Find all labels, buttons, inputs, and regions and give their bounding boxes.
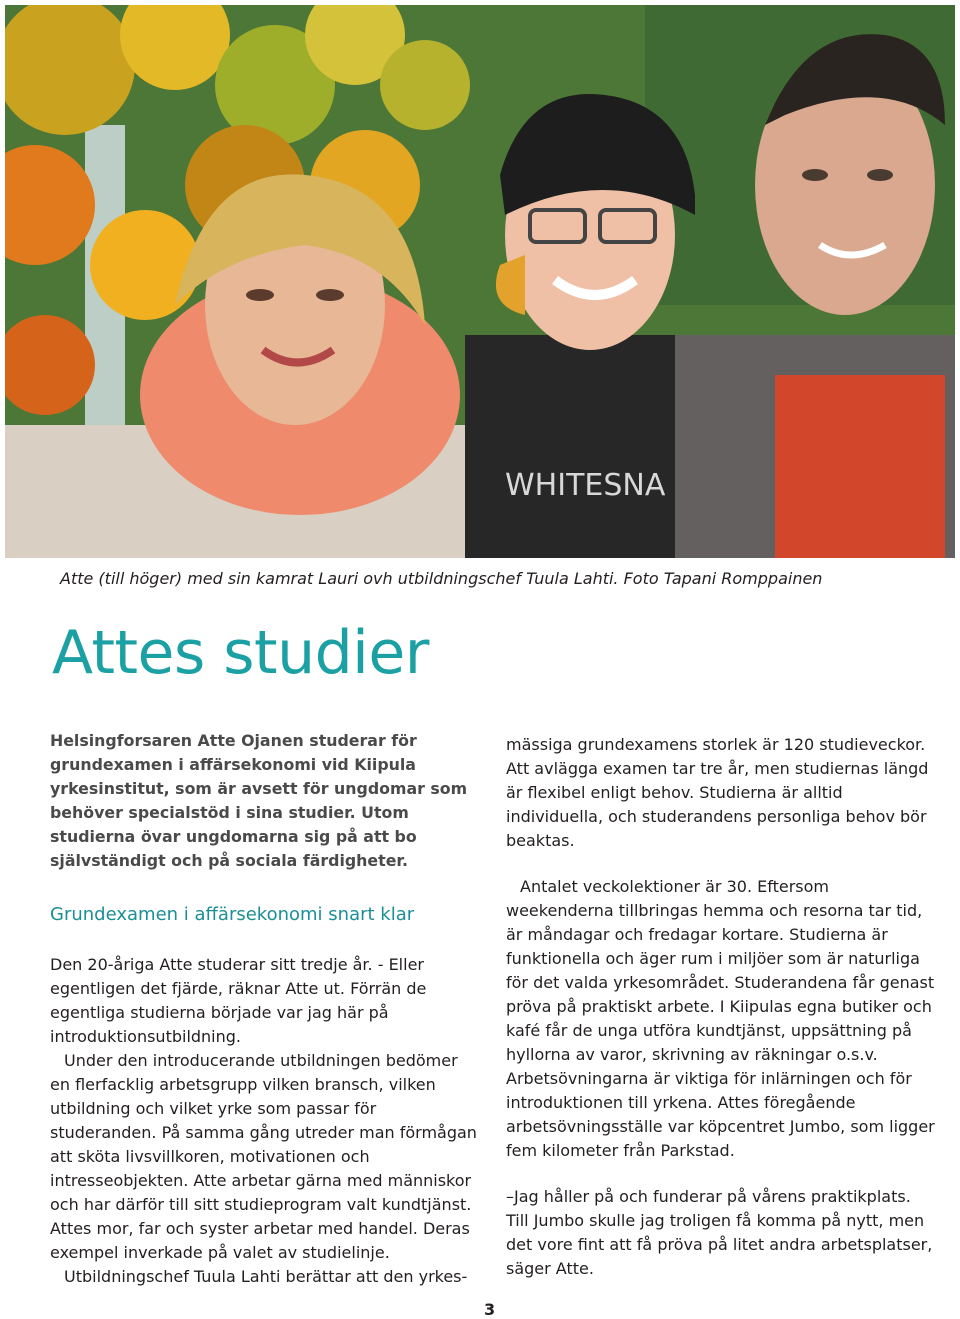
right-column bbox=[506, 733, 936, 1281]
body-paragraph-3: Utbildningschef Tuula Lahti berättar att den yrkes- bbox=[64, 1267, 468, 1286]
right-paragraph-1: mässiga grundexamens storlek är 120 studieveckor. Att avlägga examen tar tre år, men studiernas längd är flexibel enligt behov. Studierna är alltid individuella, och studerandens personliga behov bör beaktas. bbox=[506, 735, 929, 850]
hero-photo bbox=[5, 5, 955, 558]
photo-caption: Atte (till höger) med sin kamrat Lauri ovh utbildningschef Tuula Lahti. Foto Tapani Romppainen bbox=[60, 569, 823, 588]
page-number: 3 bbox=[484, 1300, 496, 1319]
body-paragraph-2: Under den introducerande utbildningen bedömer en flerfacklig arbetsgrupp vilken bransch, vilken utbildning och vilket yrke som passar för studeranden. På samma gång utreder man förmågan att sköta livsvillkoren, motivationen och intresseobjekten. Atte arbetar gärna med människor och har därför till sitt studieprogram valt kundtjänst. Attes mor, far och syster arbetar med handel. Deras exempel inverkade på valet av studielinje. bbox=[50, 1051, 477, 1262]
left-column bbox=[50, 729, 478, 1289]
lead-paragraph: Helsingforsaren Atte Ojanen studerar för grundexamen i affärsekonomi vid Kiipula yrkesinstitut, som är avsett för ungdomar som behöver specialstöd i sina studier. Utom studierna övar ungdomarna sig på att bo självständigt och på sociala färdigheter. bbox=[50, 731, 468, 870]
right-paragraph-2: Antalet veckolektioner är 30. Eftersom weekenderna tillbringas hemma och resorna tar tid, är måndagar och fredagar kortare. Studierna är funktionella och äger rum i miljöer som är naturliga för det valda yrkesområdet. Studerandena får genast pröva på praktiskt arbete. I Kiipulas egna butiker och kafé får de unga utföra kundtjänst, uppsättning på hyllorna av varor, skrivning av räkningar o.s.v. Arbetsövningarna är viktiga för inlärningen och för introduktionen till yrkena. Attes föregående arbetsövningsställe var köpcentret Jumbo, som ligger fem kilometer från Parkstad. bbox=[506, 877, 935, 1160]
section-subheading: Grundexamen i affärsekonomi snart klar bbox=[50, 904, 415, 925]
svg-text:WHITESNA: WHITESNA bbox=[505, 468, 666, 503]
photo-illustration bbox=[5, 5, 955, 558]
right-paragraph-3: –Jag håller på och funderar på vårens praktikplats. Till Jumbo skulle jag troligen få komma på nytt, men det vore fint att få pröva på litet andra arbetsplatser, säger Atte. bbox=[506, 1187, 933, 1278]
article-title: Attes studier bbox=[52, 618, 429, 688]
body-paragraph-1: Den 20-åriga Atte studerar sitt tredje år. - Eller egentligen det fjärde, räknar Atte ut. Förrän de egentliga studierna började var jag här på introduktionsutbildning. bbox=[50, 955, 427, 1046]
